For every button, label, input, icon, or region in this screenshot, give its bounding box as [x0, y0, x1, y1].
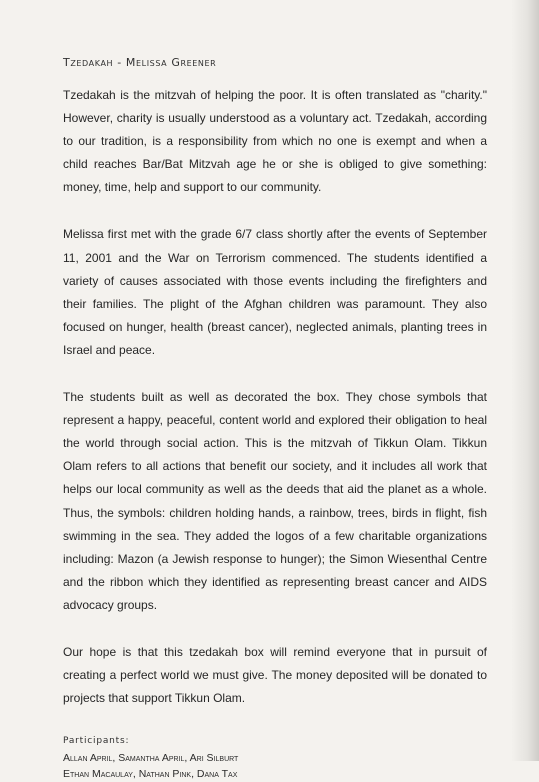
participants-line-1: Allan April, Samantha April, Ari Silburt	[63, 752, 239, 765]
participants-line-2: Ethan Macaulay, Nathan Pink, Dana Tax	[63, 768, 238, 781]
paragraph-tzedakah-definition: Tzedakah is the mitzvah of helping the poor. It is often translated as "charity." However, charity is usually understood as a voluntary act. Tzedakah, according to our tradition, is a responsibility from which no one is exempt and when a child reaches Bar/Bat Mitzvah age he or she is obliged to give something: money, time, help and support to our community.	[63, 88, 487, 195]
participants-heading: Participants:	[63, 736, 130, 747]
document-title: Tzedakah - Melissa Greener	[63, 56, 217, 69]
document-body	[63, 55, 487, 782]
paragraph-class-causes: Melissa first met with the grade 6/7 class shortly after the events of September 11, 2001 and the War on Terrorism commenced. The students identified a variety of causes associated with those events including the firefighters and their families. The plight of the Afghan children was paramount. They also focused on hunger, health (breast cancer), neglected animals, planting trees in Israel and peace.	[63, 227, 487, 357]
paragraph-box-symbols: The students built as well as decorated the box. They chose symbols that represent a happy, peaceful, content world and explored their obligation to heal the world through social action. This is the mitzvah of Tikkun Olam. Tikkun Olam refers to all actions that benefit our society, and it includes all work that helps our local community as well as the deeds that aid the planet as a whole. Thus, the symbols: children holding hands, a rainbow, trees, birds in flight, fish swimming in the sea. They added the logos of a few charitable organizations including: Mazon (a Jewish response to hunger); the Simon Wiesenthal Centre and the ribbon which they identified as representing breast cancer and AIDS advocacy groups.	[63, 390, 487, 612]
paragraph-closing-hope: Our hope is that this tzedakah box will remind everyone that in pursuit of creating a perfect world we must give. The money deposited will be donated to projects that support Tikkun Olam.	[63, 644, 487, 706]
page-edge-shadow	[511, 0, 539, 761]
